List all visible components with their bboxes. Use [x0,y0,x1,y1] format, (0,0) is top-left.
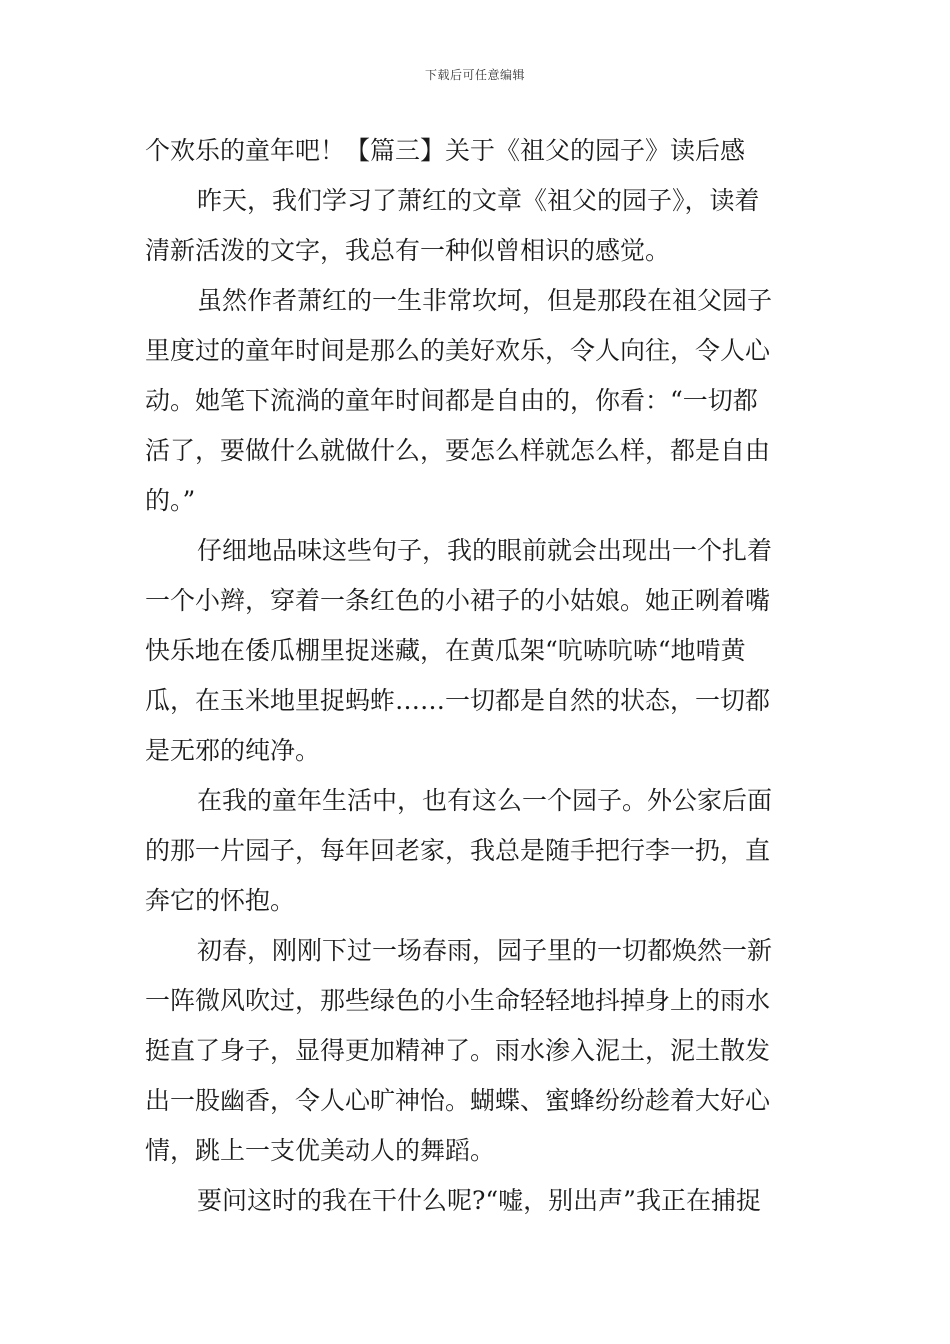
text-line: 是无邪的纯净。 [145,736,321,765]
text-line: 里度过的童年时间是那么的美好欢乐，令人向往，令人心 [145,336,771,365]
text-line: 昨天，我们学习了萧红的文章《祖父的园子》，读着 [197,186,760,215]
text-line: 情，跳上一支优美动人的舞蹈。 [145,1136,496,1165]
text-line: 仔细地品味这些句子，我的眼前就会出现出一个扎着 [197,536,773,565]
text-line: 清新活泼的文字，我总有一种似曾相识的感觉。 [145,236,671,265]
text-line: 在我的童年生活中，也有这么一个园子。外公家后面 [197,786,773,815]
text-line: 个欢乐的童年吧！【篇三】关于《祖父的园子》读后感 [145,136,746,165]
text-line: 瓜，在玉米地里捉蚂蚱……一切都是自然的状态，一切都 [145,686,771,715]
text-line: 一阵微风吹过，那些绿色的小生命轻轻地抖掉身上的雨水 [145,986,771,1015]
page-header-note: 下载后可任意编辑 [424,68,525,82]
text-line: 要问这时的我在干什么呢?“嘘，别出声”我正在捕捉 [197,1186,761,1215]
text-line: 动。她笔下流淌的童年时间都是自由的，你看：“一切都 [145,386,758,415]
text-line: 的。” [145,486,196,515]
text-line: 奔它的怀抱。 [145,886,296,915]
document-body [145,126,807,1226]
text-line: 初春，刚刚下过一场春雨，园子里的一切都焕然一新 [197,936,773,965]
text-line: 挺直了身子，显得更加精神了。雨水渗入泥土，泥土散发 [145,1036,771,1065]
text-line: 一个小辫，穿着一条红色的小裙子的小姑娘。她正咧着嘴 [145,586,771,615]
text-line: 快乐地在倭瓜棚里捉迷藏，在黄瓜架“吭哧吭哧“地啃黄 [145,636,746,665]
text-line: 的那一片园子，每年回老家，我总是随手把行李一扔，直 [145,836,771,865]
text-line: 虽然作者萧红的一生非常坎坷，但是那段在祖父园子 [197,286,773,315]
text-line: 活了，要做什么就做什么，要怎么样就怎么样，都是自由 [145,436,771,465]
text-line: 出一股幽香，令人心旷神怡。蝴蝶、蜜蜂纷纷趁着大好心 [145,1086,771,1115]
